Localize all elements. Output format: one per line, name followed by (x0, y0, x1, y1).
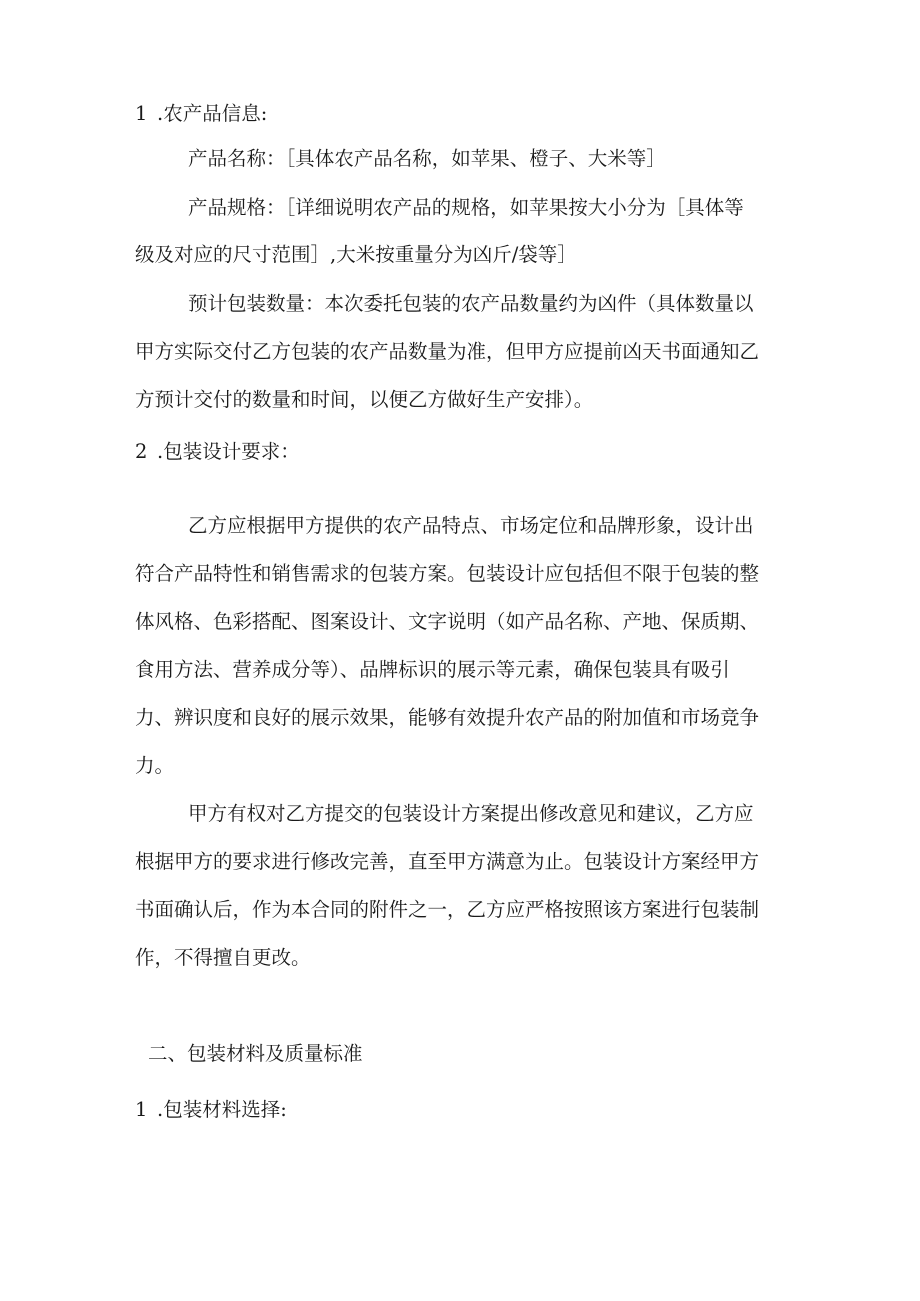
item-number: 1 (135, 102, 148, 125)
item-title: .包装设计要求： (157, 440, 300, 463)
design-paragraph-1-line-2: 符合产品特性和销售需求的包装方案。包装设计应包括但不限于包装的整 (135, 562, 760, 585)
design-paragraph-2-line-1: 甲方有权对乙方提交的包装设计方案提出修改意见和建议，乙方应 (188, 802, 754, 825)
item-1-heading (135, 100, 920, 128)
item-number: 2 (135, 440, 148, 463)
item-number: 1 (135, 1098, 148, 1121)
item-title: .包装材料选择: (157, 1098, 287, 1121)
section-2-item-1-heading (135, 1096, 920, 1124)
design-paragraph-2-line-4: 作，不得擅自更改。 (135, 946, 311, 969)
product-spec-line-1: 产品规格：［详细说明农产品的规格，如苹果按大小分为［具体等 (188, 196, 744, 219)
item-title: .农产品信息: (157, 102, 268, 125)
section-2-heading: 二、包装材料及质量标准 (148, 1042, 363, 1065)
design-paragraph-2-line-2: 根据甲方的要求进行修改完善，直至甲方满意为止。包装设计方案经甲方 (135, 850, 760, 873)
item-2-heading (135, 438, 920, 466)
quantity-line-3: 方预计交付的数量和时间，以便乙方做好生产安排）。 (135, 388, 594, 411)
quantity-line-2: 甲方实际交付乙方包装的农产品数量为准，但甲方应提前凶天书面通知乙 (135, 340, 760, 363)
design-paragraph-2-line-3: 书面确认后，作为本合同的附件之一，乙方应严格按照该方案进行包装制 (135, 898, 760, 921)
design-paragraph-1-line-5: 力、辨识度和良好的展示效果，能够有效提升农产品的附加值和市场竞争 (135, 706, 760, 729)
quantity-line-1: 预计包装数量：本次委托包装的农产品数量约为凶件（具体数量以 (188, 292, 754, 315)
design-paragraph-1-line-6: 力。 (135, 754, 175, 777)
product-spec-line-2: 级及对应的尺寸范围］,大米按重量分为凶斤/袋等］ (135, 243, 577, 266)
design-paragraph-1-line-4: 食用方法、营养成分等）、品牌标识的展示等元素，确保包装具有吸引 (135, 658, 730, 681)
product-name-line: 产品名称：［具体农产品名称，如苹果、橙子、大米等］ (188, 147, 666, 170)
design-paragraph-1-line-1: 乙方应根据甲方提供的农产品特点、市场定位和品牌形象，设计出 (188, 514, 754, 537)
design-paragraph-1-line-3: 体风格、色彩搭配、图案设计、文字说明（如产品名称、产地、保质期、 (135, 610, 760, 633)
